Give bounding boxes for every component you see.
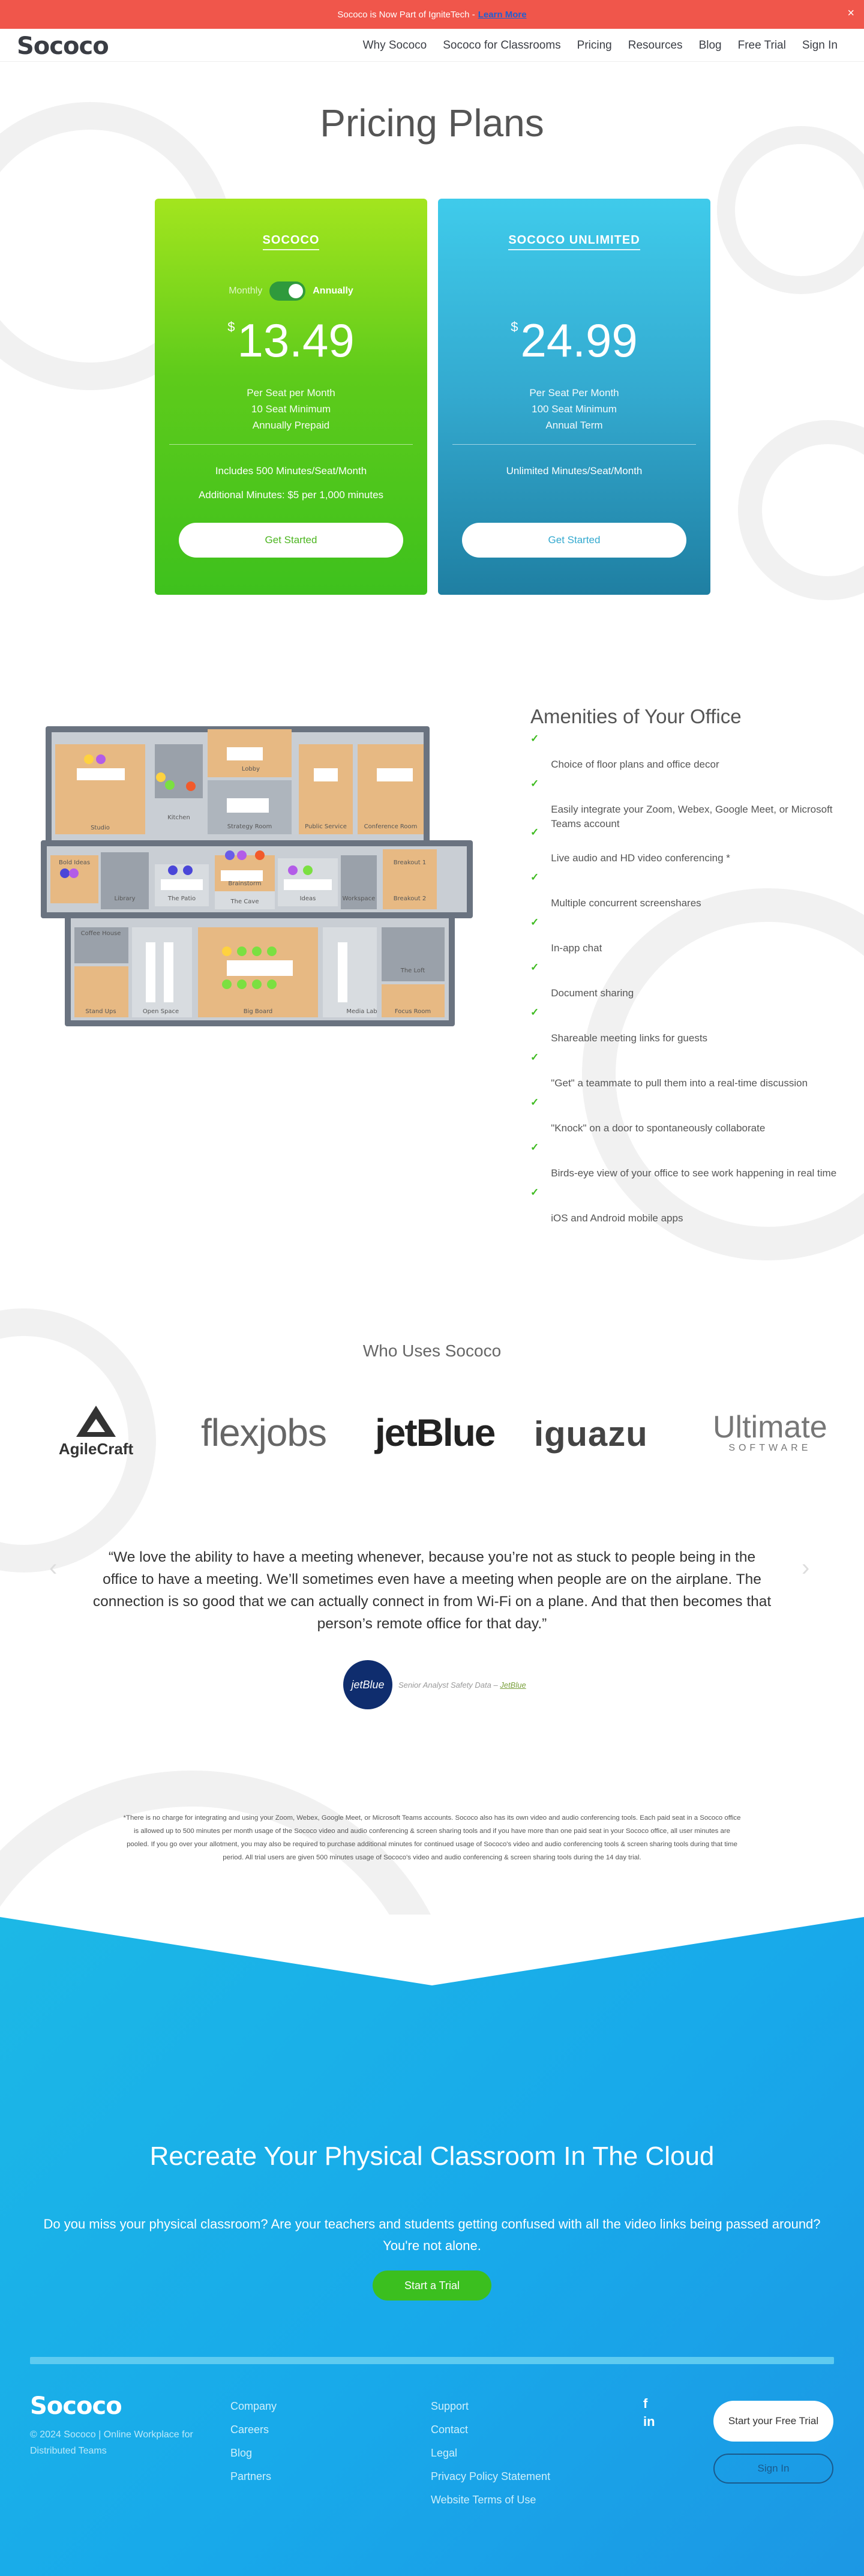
facebook-icon[interactable]: f bbox=[643, 2396, 648, 2411]
plan-includes bbox=[438, 459, 710, 483]
toggle-monthly-label[interactable]: Monthly bbox=[229, 286, 263, 296]
room-label: Conference Room bbox=[364, 823, 418, 830]
footer-free-trial-button[interactable]: Start your Free Trial bbox=[713, 2401, 833, 2442]
plan-price bbox=[155, 314, 427, 367]
get-started-button[interactable]: Get Started bbox=[179, 523, 403, 558]
pricing-card-sococo bbox=[155, 199, 427, 595]
amenity-item bbox=[530, 733, 842, 783]
nav-links bbox=[363, 39, 838, 52]
footer-social bbox=[643, 2395, 655, 2431]
room-label: Stand Ups bbox=[85, 1008, 116, 1015]
check-icon: ✓ bbox=[530, 826, 539, 838]
flexjobs-logo: flexjobs bbox=[201, 1411, 326, 1454]
pricing-card-unlimited bbox=[438, 199, 710, 595]
room-label: Open Space bbox=[142, 1008, 179, 1015]
nav-free-trial[interactable]: Free Trial bbox=[737, 39, 786, 52]
footer-link-company[interactable]: Company bbox=[230, 2400, 277, 2412]
background-face-decoration bbox=[717, 126, 864, 294]
avatar: jetBlue bbox=[343, 1660, 392, 1709]
plan-details bbox=[155, 385, 427, 433]
footer-link-legal[interactable]: Legal bbox=[431, 2447, 458, 2459]
check-icon: ✓ bbox=[530, 916, 539, 928]
room-label: Ideas bbox=[299, 895, 316, 902]
footer-link-careers[interactable]: Careers bbox=[230, 2424, 269, 2436]
amenity-item bbox=[530, 1007, 842, 1056]
plan-details bbox=[438, 385, 710, 433]
footer-column-company bbox=[230, 2395, 277, 2488]
room-label: Studio bbox=[91, 825, 110, 831]
plan-detail-line: Annual Term bbox=[545, 420, 603, 431]
start-trial-button[interactable]: Start a Trial bbox=[373, 2271, 491, 2301]
plan-title-wrap bbox=[438, 233, 710, 247]
author-role: Senior Analyst Safety Data – bbox=[398, 1680, 500, 1690]
amenity-item bbox=[530, 1052, 842, 1101]
agilecraft-mark-icon bbox=[75, 1404, 117, 1438]
check-icon: ✓ bbox=[530, 778, 539, 789]
jetblue-logo: jetBlue bbox=[375, 1411, 495, 1454]
amenity-item bbox=[530, 871, 842, 921]
ultimate-software-logo bbox=[713, 1412, 827, 1454]
room-label: Strategy Room bbox=[227, 823, 272, 830]
amenity-text: Document sharing bbox=[551, 987, 634, 999]
amenity-text: Multiple concurrent screenshares bbox=[551, 897, 701, 909]
company-link[interactable]: JetBlue bbox=[500, 1680, 526, 1690]
plan-title: SOCOCO UNLIMITED bbox=[508, 233, 640, 250]
nav-sign-in[interactable]: Sign In bbox=[802, 39, 838, 52]
close-icon[interactable]: × bbox=[847, 7, 854, 20]
sococo-logo-mark bbox=[17, 32, 131, 59]
footer-copyright: © 2024 Sococo | Online Workplace for Distributed Teams bbox=[30, 2430, 193, 2456]
amenity-text: Live audio and HD video conferencing * bbox=[551, 852, 730, 864]
amenities-title: Amenities of Your Office bbox=[530, 705, 742, 727]
amenity-text: In-app chat bbox=[551, 942, 602, 954]
room-label: The Cave bbox=[230, 898, 259, 905]
room-label: Coffee House bbox=[80, 930, 121, 937]
amenity-item bbox=[530, 916, 842, 966]
who-uses-title: Who Uses Sococo bbox=[362, 1341, 502, 1360]
check-icon: ✓ bbox=[530, 733, 539, 744]
room-label: Library bbox=[114, 895, 136, 902]
amenity-text: "Get" a teammate to pull them into a real-time discussion bbox=[551, 1077, 808, 1089]
room-label: Big Board bbox=[243, 1008, 273, 1015]
plan-detail-line: Per Seat Per Month bbox=[529, 387, 619, 399]
amenity-text: Choice of floor plans and office decor bbox=[551, 759, 719, 770]
room-label: Kitchen bbox=[167, 814, 190, 821]
amenity-item bbox=[530, 961, 842, 1011]
iguazu-logo: iguazu bbox=[534, 1415, 648, 1454]
office-floorplan-illustration bbox=[41, 720, 473, 1032]
get-started-button[interactable]: Get Started bbox=[462, 523, 686, 558]
amenities-section bbox=[530, 705, 842, 1236]
nav-why-sococo[interactable]: Why Sococo bbox=[362, 39, 427, 52]
check-icon: ✓ bbox=[530, 961, 539, 973]
check-icon: ✓ bbox=[530, 871, 539, 883]
amenity-item bbox=[530, 1187, 842, 1236]
check-icon: ✓ bbox=[530, 1007, 539, 1018]
testimonial-author bbox=[343, 1660, 526, 1709]
room-label: Workspace bbox=[342, 895, 376, 902]
amenity-item bbox=[530, 778, 842, 831]
plan-price bbox=[438, 314, 710, 367]
carousel-prev-icon[interactable]: ‹ bbox=[49, 1554, 58, 1581]
billing-toggle bbox=[155, 281, 427, 301]
customer-logos bbox=[0, 1392, 864, 1470]
check-icon: ✓ bbox=[530, 1097, 539, 1108]
agilecraft-logo bbox=[48, 1404, 144, 1458]
footer-link-privacy[interactable]: Privacy Policy Statement bbox=[431, 2470, 551, 2482]
room-label: Breakout 1 bbox=[393, 859, 427, 866]
currency-symbol: $ bbox=[511, 319, 518, 334]
room-label: Media Lab bbox=[346, 1008, 377, 1015]
logo-text: Ultimate bbox=[713, 1410, 827, 1445]
logo-text: AgileCraft bbox=[58, 1440, 134, 1458]
currency-symbol: $ bbox=[227, 319, 235, 334]
plan-detail-line: Annually Prepaid bbox=[252, 420, 330, 431]
check-icon: ✓ bbox=[530, 1052, 539, 1063]
price-value: 13.49 bbox=[237, 314, 355, 367]
plan-detail-line: Per Seat per Month bbox=[247, 387, 335, 399]
amenity-text: "Knock" on a door to spontaneously collaborate bbox=[551, 1122, 766, 1134]
footer-link-contact[interactable]: Contact bbox=[431, 2424, 469, 2436]
footer-link-terms[interactable]: Website Terms of Use bbox=[431, 2494, 536, 2506]
linkedin-icon[interactable]: in bbox=[643, 2414, 655, 2429]
room-label: Focus Room bbox=[394, 1008, 431, 1015]
amenity-text: Easily integrate your Zoom, Webex, Google Meet, or Microsoft Teams account bbox=[551, 804, 833, 829]
nav-resources[interactable]: Resources bbox=[628, 39, 683, 52]
amenity-item bbox=[530, 1142, 842, 1191]
section-wedge bbox=[0, 1915, 864, 1993]
footer-link-support[interactable]: Support bbox=[431, 2400, 469, 2412]
nav-classrooms[interactable]: Sococo for Classrooms bbox=[443, 39, 561, 52]
announcement-text: Sococo is Now Part of IgniteTech - bbox=[337, 9, 475, 20]
footer-sign-in-button[interactable]: Sign In bbox=[713, 2454, 833, 2484]
amenity-text: iOS and Android mobile apps bbox=[551, 1212, 683, 1224]
room-label: Public Service bbox=[305, 823, 347, 830]
announcement-bar bbox=[0, 0, 864, 29]
room-label: Breakout 2 bbox=[393, 895, 427, 902]
amenity-item bbox=[530, 1097, 842, 1146]
author-info bbox=[398, 1681, 526, 1690]
billing-switch[interactable] bbox=[269, 281, 305, 301]
logo-text: Sococo bbox=[17, 32, 109, 59]
sococo-logo[interactable] bbox=[17, 32, 131, 64]
plan-title-wrap bbox=[155, 233, 427, 247]
amenity-text: Shareable meeting links for guests bbox=[551, 1032, 708, 1044]
divider bbox=[452, 444, 696, 445]
learn-more-link[interactable]: Learn More bbox=[478, 9, 527, 20]
page-title: Pricing Plans bbox=[320, 101, 544, 145]
plan-includes bbox=[155, 459, 427, 507]
carousel-next-icon[interactable]: › bbox=[802, 1554, 810, 1581]
footer-link-blog[interactable]: Blog bbox=[230, 2447, 253, 2459]
cta-title: Recreate Your Physical Classroom In The Cloud bbox=[149, 2141, 715, 2171]
logo-subtext: SOFTWARE bbox=[728, 1443, 812, 1453]
room-label: Lobby bbox=[241, 766, 260, 772]
top-navigation bbox=[0, 29, 864, 62]
plan-title: SOCOCO bbox=[263, 233, 320, 250]
room-label: The Patio bbox=[167, 895, 196, 902]
room-label: Bold Ideas bbox=[58, 859, 91, 866]
background-face-decoration bbox=[738, 420, 864, 600]
includes-line: Includes 500 Minutes/Seat/Month bbox=[215, 465, 367, 477]
plan-detail-line: 10 Seat Minimum bbox=[251, 403, 331, 415]
cta-footer-section bbox=[0, 1915, 864, 2576]
footer-divider bbox=[30, 2357, 834, 2364]
price-value: 24.99 bbox=[520, 314, 638, 367]
toggle-annually-label[interactable]: Annually bbox=[313, 286, 353, 296]
amenity-text: Birds-eye view of your office to see work happening in real time bbox=[551, 1167, 837, 1179]
plan-detail-line: 100 Seat Minimum bbox=[532, 403, 617, 415]
footer-logo[interactable]: Sococo bbox=[30, 2392, 122, 2420]
footer-column-support bbox=[431, 2395, 550, 2512]
nav-pricing[interactable]: Pricing bbox=[577, 39, 612, 52]
room-label: The Loft bbox=[400, 968, 425, 974]
nav-blog[interactable]: Blog bbox=[698, 39, 722, 52]
check-icon: ✓ bbox=[530, 1187, 539, 1198]
includes-line: Additional Minutes: $5 per 1,000 minutes bbox=[198, 489, 384, 501]
room-label: Brainstorm bbox=[228, 880, 262, 887]
includes-line: Unlimited Minutes/Seat/Month bbox=[506, 465, 643, 477]
check-icon: ✓ bbox=[530, 1142, 539, 1153]
divider bbox=[169, 444, 413, 445]
fineprint: *There is no charge for integrating and using your Zoom, Webex, Google Meet, or Microsoft Teams accounts. Sococo also has its own video and audio conferencing tools. Each paid seat in a Sococo office is allowed up to 500 minutes per month usage of the Sococo video and audio conferencing & screen sharing tools and if you have more than one paid seat in your Sococo office, all user minutes are pooled. If you go over your allotment, you may also be required to purchase additional minutes for continued usage of Sococo's video and audio conferencing tools & screen sharing tools during that time period. All trial users are given 500 minutes usage of Sococo's video and audio conferencing & screen sharing tools during the 14 day trial. bbox=[123, 1814, 741, 1861]
footer-link-partners[interactable]: Partners bbox=[230, 2470, 272, 2482]
cta-subtitle: Do you miss your physical classroom? Are your teachers and students getting confused with all the video links being passed around? You're not alone. bbox=[43, 2216, 821, 2253]
testimonial-quote: “We love the ability to have a meeting whenever, because you’re not as stuck to people being in the office to have a meeting. We’ll sometimes even have a meeting when people are on the airplane. The connection is so good that we can actually connect in from Wi-Fi on a plane. And that then becomes that person’s remote office for that day.” bbox=[92, 1549, 772, 1632]
amenity-item bbox=[530, 826, 842, 876]
